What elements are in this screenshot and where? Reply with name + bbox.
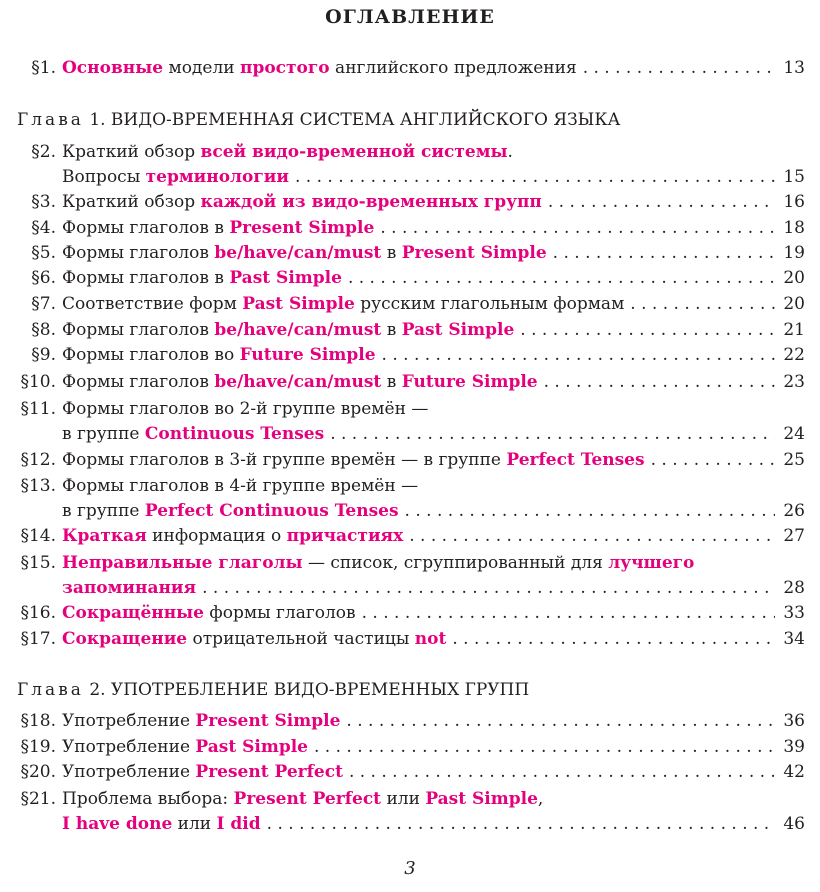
entry-title bbox=[62, 735, 308, 760]
entry-text: русским глагольным формам bbox=[354, 294, 625, 314]
entry-text: или bbox=[381, 789, 426, 809]
entry-text: , bbox=[537, 789, 544, 809]
toc-entry[interactable] bbox=[0, 241, 820, 266]
toc-entry[interactable] bbox=[0, 524, 820, 549]
dot-leader bbox=[362, 601, 776, 626]
highlighted-term: терминологии bbox=[145, 167, 289, 187]
dot-leader bbox=[553, 241, 776, 266]
highlighted-term: Present Simple bbox=[229, 218, 375, 238]
entry-text: Формы глаголов во bbox=[62, 345, 240, 365]
toc-entry[interactable] bbox=[0, 292, 820, 317]
entry-text: формы глаголов bbox=[204, 603, 356, 623]
toc-entry[interactable] bbox=[0, 551, 820, 601]
entry-title bbox=[62, 422, 324, 447]
toc-entry[interactable] bbox=[0, 216, 820, 241]
page-ref: 46 bbox=[783, 814, 805, 834]
entry-text: информация о bbox=[146, 526, 287, 546]
highlighted-term: Past Simple bbox=[401, 320, 515, 340]
entry-text: в bbox=[381, 243, 402, 263]
dot-leader bbox=[295, 165, 775, 190]
entry-title bbox=[62, 551, 694, 576]
dot-leader bbox=[382, 343, 776, 368]
highlighted-term: be/have/can/must bbox=[214, 320, 382, 340]
entry-title bbox=[62, 343, 376, 368]
section-number: §3. bbox=[31, 192, 56, 212]
toc-entry[interactable] bbox=[0, 474, 820, 524]
entry-title bbox=[62, 292, 624, 317]
entry-title bbox=[62, 190, 542, 215]
dot-leader bbox=[348, 266, 775, 291]
entry-title bbox=[62, 576, 196, 601]
page-ref: 34 bbox=[783, 629, 805, 649]
highlighted-term: простого bbox=[240, 58, 330, 78]
highlighted-term: I did bbox=[216, 814, 261, 834]
toc-entry[interactable] bbox=[0, 735, 820, 760]
toc-entry[interactable] bbox=[0, 787, 820, 837]
page-title: ОГЛАВЛЕНИЕ bbox=[325, 6, 495, 28]
toc-entry[interactable] bbox=[0, 627, 820, 652]
toc-entry-line bbox=[0, 551, 820, 576]
chapter-label: Глава bbox=[17, 680, 84, 700]
highlighted-term: Present Perfect bbox=[233, 789, 382, 809]
page-ref: 20 bbox=[783, 268, 805, 288]
entry-text: Проблема выбора: bbox=[62, 789, 234, 809]
section-number: §4. bbox=[31, 218, 56, 238]
dot-leader bbox=[651, 448, 776, 473]
entry-text: в bbox=[381, 320, 402, 340]
section-number: §8. bbox=[31, 320, 56, 340]
entry-text: Краткий обзор bbox=[62, 142, 201, 162]
page-ref: 21 bbox=[783, 320, 805, 340]
toc-entry-line bbox=[0, 190, 820, 215]
dot-leader bbox=[330, 422, 775, 447]
entry-text: Формы глаголов bbox=[62, 372, 215, 392]
highlighted-term: Perfect Continuous Tenses bbox=[144, 501, 399, 521]
entry-title bbox=[62, 397, 428, 422]
page-ref: 26 bbox=[783, 501, 805, 521]
entry-title bbox=[62, 760, 343, 785]
page-ref: 39 bbox=[783, 737, 805, 757]
toc-entry-line bbox=[0, 524, 820, 549]
entry-title bbox=[62, 370, 538, 395]
toc-entry-line bbox=[0, 343, 820, 368]
page-ref: 16 bbox=[783, 192, 805, 212]
section-number: §2. bbox=[31, 142, 56, 162]
entry-title bbox=[62, 499, 399, 524]
entry-title bbox=[62, 56, 577, 81]
entry-text: Формы глаголов в bbox=[62, 218, 230, 238]
page-number: 3 bbox=[404, 858, 416, 879]
entry-text: Соответствие форм bbox=[62, 294, 243, 314]
highlighted-term: Past Simple bbox=[195, 737, 308, 757]
highlighted-term: лучшего bbox=[608, 553, 695, 573]
highlighted-term: Continuous Tenses bbox=[144, 424, 325, 444]
entry-title bbox=[62, 627, 446, 652]
dot-leader bbox=[380, 216, 775, 241]
toc-entry[interactable] bbox=[0, 397, 820, 447]
toc-entry-line bbox=[0, 241, 820, 266]
dot-leader bbox=[267, 812, 776, 837]
toc-entry-line bbox=[0, 601, 820, 626]
dot-leader bbox=[520, 318, 775, 343]
highlighted-term: not bbox=[414, 629, 447, 649]
chapter-2-heading bbox=[17, 678, 529, 703]
toc-entry-line bbox=[0, 140, 820, 165]
highlighted-term: Present Simple bbox=[401, 243, 547, 263]
page-ref: 20 bbox=[783, 294, 805, 314]
entry-text: в bbox=[381, 372, 402, 392]
section-number: §18. bbox=[20, 711, 56, 731]
section-number: §14. bbox=[20, 526, 56, 546]
entry-title bbox=[62, 787, 543, 812]
section-number: §11. bbox=[20, 399, 56, 419]
entry-text: — список, сгруппированный для bbox=[302, 553, 609, 573]
highlighted-term: Неправильные глаголы bbox=[62, 553, 303, 573]
dot-leader bbox=[202, 576, 775, 601]
highlighted-term: Perfect Tenses bbox=[506, 450, 645, 470]
toc-entry-line bbox=[0, 216, 820, 241]
highlighted-term: Основные bbox=[62, 58, 164, 78]
entry-text: Формы глаголов в bbox=[62, 268, 230, 288]
entry-text: Употребление bbox=[62, 711, 196, 731]
entry-title bbox=[62, 216, 374, 241]
section-number: §10. bbox=[20, 372, 56, 392]
toc-entry[interactable] bbox=[0, 601, 820, 626]
section-number: §6. bbox=[31, 268, 56, 288]
entry-title bbox=[62, 474, 418, 499]
page-ref: 15 bbox=[783, 167, 805, 187]
toc-entry-line bbox=[0, 318, 820, 343]
highlighted-term: Сокращение bbox=[62, 629, 188, 649]
page-ref: 22 bbox=[783, 345, 805, 365]
toc-entry-line bbox=[0, 370, 820, 395]
dot-leader bbox=[405, 499, 776, 524]
toc-entry-line bbox=[0, 292, 820, 317]
dot-leader bbox=[548, 190, 775, 215]
entry-text: в группе bbox=[62, 501, 145, 521]
page-ref: 25 bbox=[783, 450, 805, 470]
section-number: §9. bbox=[31, 345, 56, 365]
toc-entry[interactable] bbox=[0, 190, 820, 215]
entry-text: английского предложения bbox=[329, 58, 577, 78]
entry-text: отрицательной частицы bbox=[187, 629, 415, 649]
section-number: §13. bbox=[20, 476, 56, 496]
toc-entry[interactable] bbox=[0, 56, 820, 81]
page-ref: 13 bbox=[783, 58, 805, 78]
section-number: §17. bbox=[20, 629, 56, 649]
toc-entry[interactable] bbox=[0, 318, 820, 343]
entry-title bbox=[62, 448, 645, 473]
toc-entry-line bbox=[0, 576, 820, 601]
toc-entry[interactable] bbox=[0, 760, 820, 785]
page-ref: 42 bbox=[783, 762, 805, 782]
highlighted-term: be/have/can/must bbox=[214, 243, 382, 263]
entry-text: Формы глаголов bbox=[62, 320, 215, 340]
toc-entry[interactable] bbox=[0, 709, 820, 734]
entry-text: Формы глаголов в 3-й группе времён — в группе bbox=[62, 450, 507, 470]
entry-title bbox=[62, 165, 289, 190]
toc-entry-line bbox=[0, 474, 820, 499]
toc-entry[interactable] bbox=[0, 343, 820, 368]
toc-entry-line bbox=[0, 165, 820, 190]
highlighted-term: запоминания bbox=[62, 578, 197, 598]
section-number: §21. bbox=[20, 789, 56, 809]
highlighted-term: каждой из видо-временных групп bbox=[200, 192, 542, 212]
toc-entry[interactable] bbox=[0, 448, 820, 473]
page-ref: 36 bbox=[783, 711, 805, 731]
toc-entry-line bbox=[0, 448, 820, 473]
entry-title bbox=[62, 266, 342, 291]
entry-text: Формы глаголов во 2-й группе времён — bbox=[62, 399, 429, 419]
highlighted-term: Past Simple bbox=[425, 789, 538, 809]
highlighted-term: причастиях bbox=[286, 526, 404, 546]
dot-leader bbox=[349, 760, 775, 785]
toc-entry[interactable] bbox=[0, 370, 820, 395]
toc-entry-line bbox=[0, 812, 820, 837]
page-ref: 18 bbox=[783, 218, 805, 238]
toc-entry-line bbox=[0, 627, 820, 652]
chapter-1-heading bbox=[17, 108, 620, 133]
dot-leader bbox=[452, 627, 775, 652]
toc-entry-line bbox=[0, 709, 820, 734]
entry-text: Вопросы bbox=[62, 167, 146, 187]
dot-leader bbox=[409, 524, 775, 549]
toc-entry-line bbox=[0, 760, 820, 785]
highlighted-term: Future Simple bbox=[239, 345, 376, 365]
highlighted-term: Past Simple bbox=[242, 294, 355, 314]
section-number: §16. bbox=[20, 603, 56, 623]
entry-text: в группе bbox=[62, 424, 145, 444]
dot-leader bbox=[630, 292, 775, 317]
page-ref: 27 bbox=[783, 526, 805, 546]
entry-title bbox=[62, 524, 403, 549]
entry-title bbox=[62, 318, 514, 343]
section-number: §20. bbox=[20, 762, 56, 782]
page-ref: 28 bbox=[783, 578, 805, 598]
section-number: §15. bbox=[20, 553, 56, 573]
entry-text: Формы глаголов в 4-й группе времён — bbox=[62, 476, 419, 496]
chapter-title: 1. ВИДО-ВРЕМЕННАЯ СИСТЕМА АНГЛИЙСКОГО ЯЗЫКА bbox=[89, 110, 621, 130]
toc-entry-line bbox=[0, 56, 820, 81]
entry-title bbox=[62, 812, 261, 837]
entry-title bbox=[62, 241, 547, 266]
highlighted-term: Present Simple bbox=[195, 711, 341, 731]
toc-entry-line bbox=[0, 422, 820, 447]
highlighted-term: be/have/can/must bbox=[214, 372, 382, 392]
highlighted-term: Краткая bbox=[62, 526, 147, 546]
entry-text: модели bbox=[163, 58, 240, 78]
section-number: §1. bbox=[31, 58, 56, 78]
entry-title bbox=[62, 601, 356, 626]
entry-text: или bbox=[172, 814, 217, 834]
entry-text: . bbox=[507, 142, 513, 162]
section-number: §5. bbox=[31, 243, 56, 263]
dot-leader bbox=[314, 735, 775, 760]
dot-leader bbox=[346, 709, 775, 734]
highlighted-term: всей видо-временной системы bbox=[200, 142, 508, 162]
page-ref: 23 bbox=[783, 372, 805, 392]
highlighted-term: Сокращённые bbox=[62, 603, 205, 623]
section-number: §7. bbox=[31, 294, 56, 314]
dot-leader bbox=[583, 56, 776, 81]
page-ref: 19 bbox=[783, 243, 805, 263]
toc-entry-line bbox=[0, 266, 820, 291]
highlighted-term: Present Perfect bbox=[195, 762, 343, 782]
toc-entry-line bbox=[0, 735, 820, 760]
chapter-title: 2. УПОТРЕБЛЕНИЕ ВИДО-ВРЕМЕННЫХ ГРУПП bbox=[89, 680, 530, 700]
entry-title bbox=[62, 140, 513, 165]
page-ref: 24 bbox=[783, 424, 805, 444]
section-number: §12. bbox=[20, 450, 56, 470]
highlighted-term: Past Simple bbox=[229, 268, 342, 288]
entry-text: Употребление bbox=[62, 737, 196, 757]
chapter-label: Глава bbox=[17, 110, 84, 130]
toc-entry[interactable] bbox=[0, 140, 820, 190]
entry-text: Формы глаголов bbox=[62, 243, 215, 263]
highlighted-term: Future Simple bbox=[401, 372, 538, 392]
entry-title bbox=[62, 709, 340, 734]
entry-text: Краткий обзор bbox=[62, 192, 201, 212]
toc-entry-line bbox=[0, 787, 820, 812]
section-number: §19. bbox=[20, 737, 56, 757]
page-ref: 33 bbox=[783, 603, 805, 623]
toc-entry-line bbox=[0, 397, 820, 422]
entry-text: Употребление bbox=[62, 762, 196, 782]
dot-leader bbox=[544, 370, 776, 395]
highlighted-term: I have done bbox=[62, 814, 173, 834]
toc-entry-line bbox=[0, 499, 820, 524]
toc-entry[interactable] bbox=[0, 266, 820, 291]
